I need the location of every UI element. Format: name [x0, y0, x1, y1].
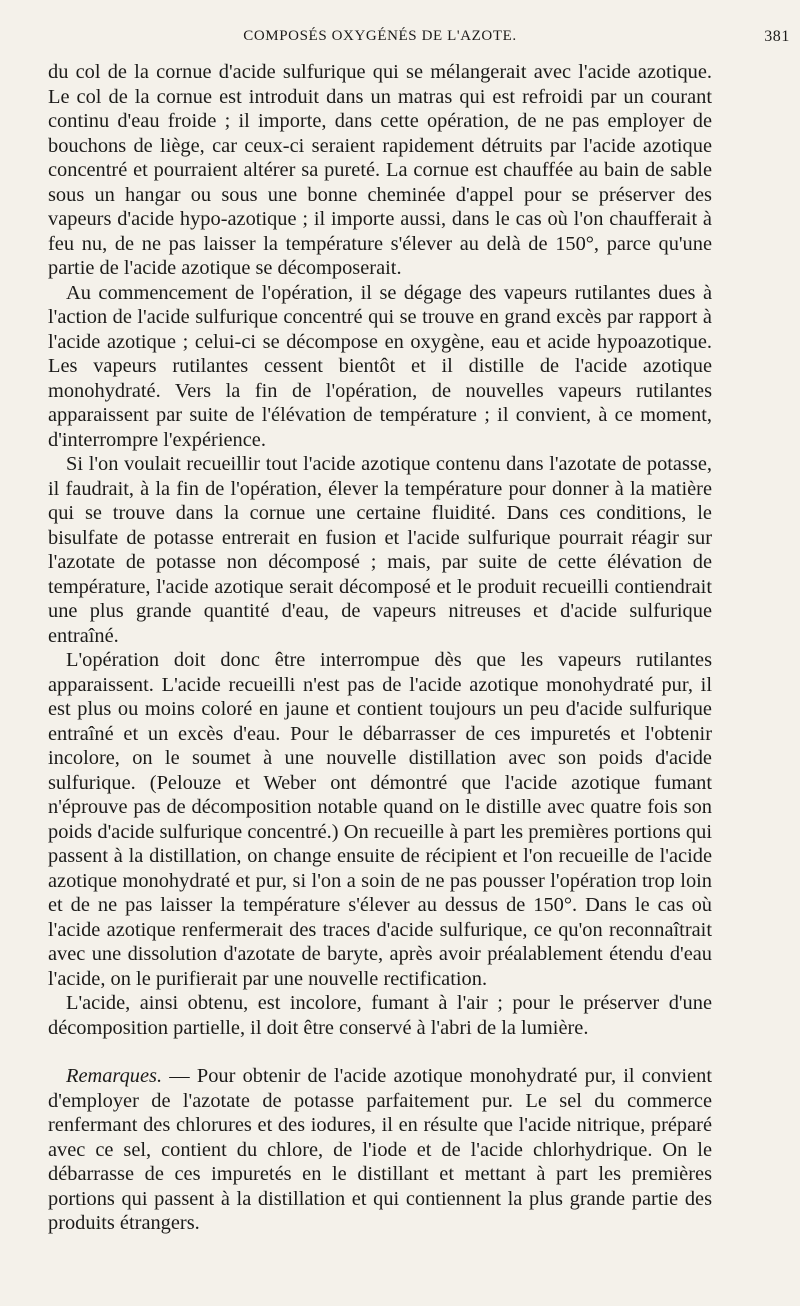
paragraph: Si l'on voulait recueillir tout l'acide azotique contenu dans l'azotate de potasse, il faudrait, à la fin de l'opération, élever la température pour donner à la matière qui se trouve dans la cornue une certaine fluidité. Dans ces conditions, le bisulfate de potasse entrerait en fusion et l'acide sulfurique pourrait réagir sur l'azotate de potasse non décomposé ; mais, par suite de cette élévation de température, l'acide azotique serait décomposé et le produit recueilli contiendrait une plus grande quantité d'eau, de vapeurs nitreuses et d'acide sulfurique entraîné.: [48, 453, 712, 647]
page-number: 381: [764, 28, 790, 45]
paragraph: L'acide, ainsi obtenu, est incolore, fumant à l'air ; pour le préserver d'une décomposition partielle, il doit être conservé à l'abri de la lumière.: [48, 992, 712, 1039]
remarks-label: Remarques.: [66, 1065, 163, 1087]
remarks-paragraph: [48, 1064, 712, 1236]
paragraph-continuation: du col de la cornue d'acide sulfurique qui se mélangerait avec l'acide azotique. Le col de la cornue est introduit dans un matras qui est refroidi par un courant continu d'eau froide ; il importe, dans cette opération, de ne pas employer de bouchons de liège, car ceux-ci seraient rapidement détruits par l'acide azotique concentré et pourraient altérer sa pureté. La cornue est chauffée au bain de sable sous un hangar ou sous une bonne cheminée d'appel pour se préserver des vapeurs d'acide hypo-azotique ; il importe aussi, dans le cas où l'on chaufferait à feu nu, de ne pas laisser la température s'élever au delà de 150°, parce qu'une partie de l'acide azotique se décomposerait.: [48, 61, 712, 279]
paragraph: Au commencement de l'opération, il se dégage des vapeurs rutilantes dues à l'action de l'acide sulfurique concentré qui se trouve en grand excès par rapport à l'acide azotique ; celui-ci se décompose en oxygène, eau et acide hypoazotique. Les vapeurs rutilantes cessent bientôt et il distille de l'acide azotique monohydraté. Vers la fin de l'opération, de nouvelles vapeurs rutilantes apparaissent par suite de l'élévation de température ; il convient, à ce moment, d'interrompre l'expérience.: [48, 281, 712, 451]
running-title: COMPOSÉS OXYGÉNÉS DE L'AZOTE.: [243, 28, 517, 44]
paragraph: L'opération doit donc être interrompue dès que les vapeurs rutilantes apparaissent. L'acide recueilli n'est pas de l'acide azotique monohydraté pur, il est plus ou moins coloré en jaune et contient toujours un peu d'acide sulfurique entraîné et un excès d'eau. Pour le débarrasser de ces impuretés et l'obtenir incolore, on le soumet à une nouvelle distillation avec son poids d'acide sulfurique. (Pelouze et Weber ont démontré que l'acide azotique fumant n'éprouve pas de décomposition notable quand on le distille avec quatre fois son poids d'acide sulfurique concentré.) On recueille à part les premières portions qui passent à la distillation, on change ensuite de récipient et l'on recueille de l'acide azotique monohydraté et pur, si l'on a soin de ne pas pousser l'opération trop loin et de ne pas laisser la température s'élever au dessus de 150°. Dans le cas où l'acide azotique renfermerait des traces d'acide sulfurique, ce qu'on reconnaîtrait avec une dissolution d'azotate de baryte, après avoir préalablement étendu d'eau l'acide, on le purifierait par une nouvelle rectification.: [48, 649, 712, 990]
remarks-text: — Pour obtenir de l'acide azotique monohydraté pur, il convient d'employer de l'azotate de potasse parfaitement pur. Le sel du commerce renfermant des chlorures et des iodures, il en résulte que l'acide nitrique, préparé avec ce sel, contient du chlore, de l'iode et de l'acide chlorhydrique. On le débarrasse de ces impuretés en le distillant et mettant à part les premières portions qui passent à la distillation et qui contiennent la plus grande partie des produits étrangers.: [48, 1065, 712, 1234]
running-header: [48, 28, 790, 50]
body-text: [48, 60, 712, 1236]
